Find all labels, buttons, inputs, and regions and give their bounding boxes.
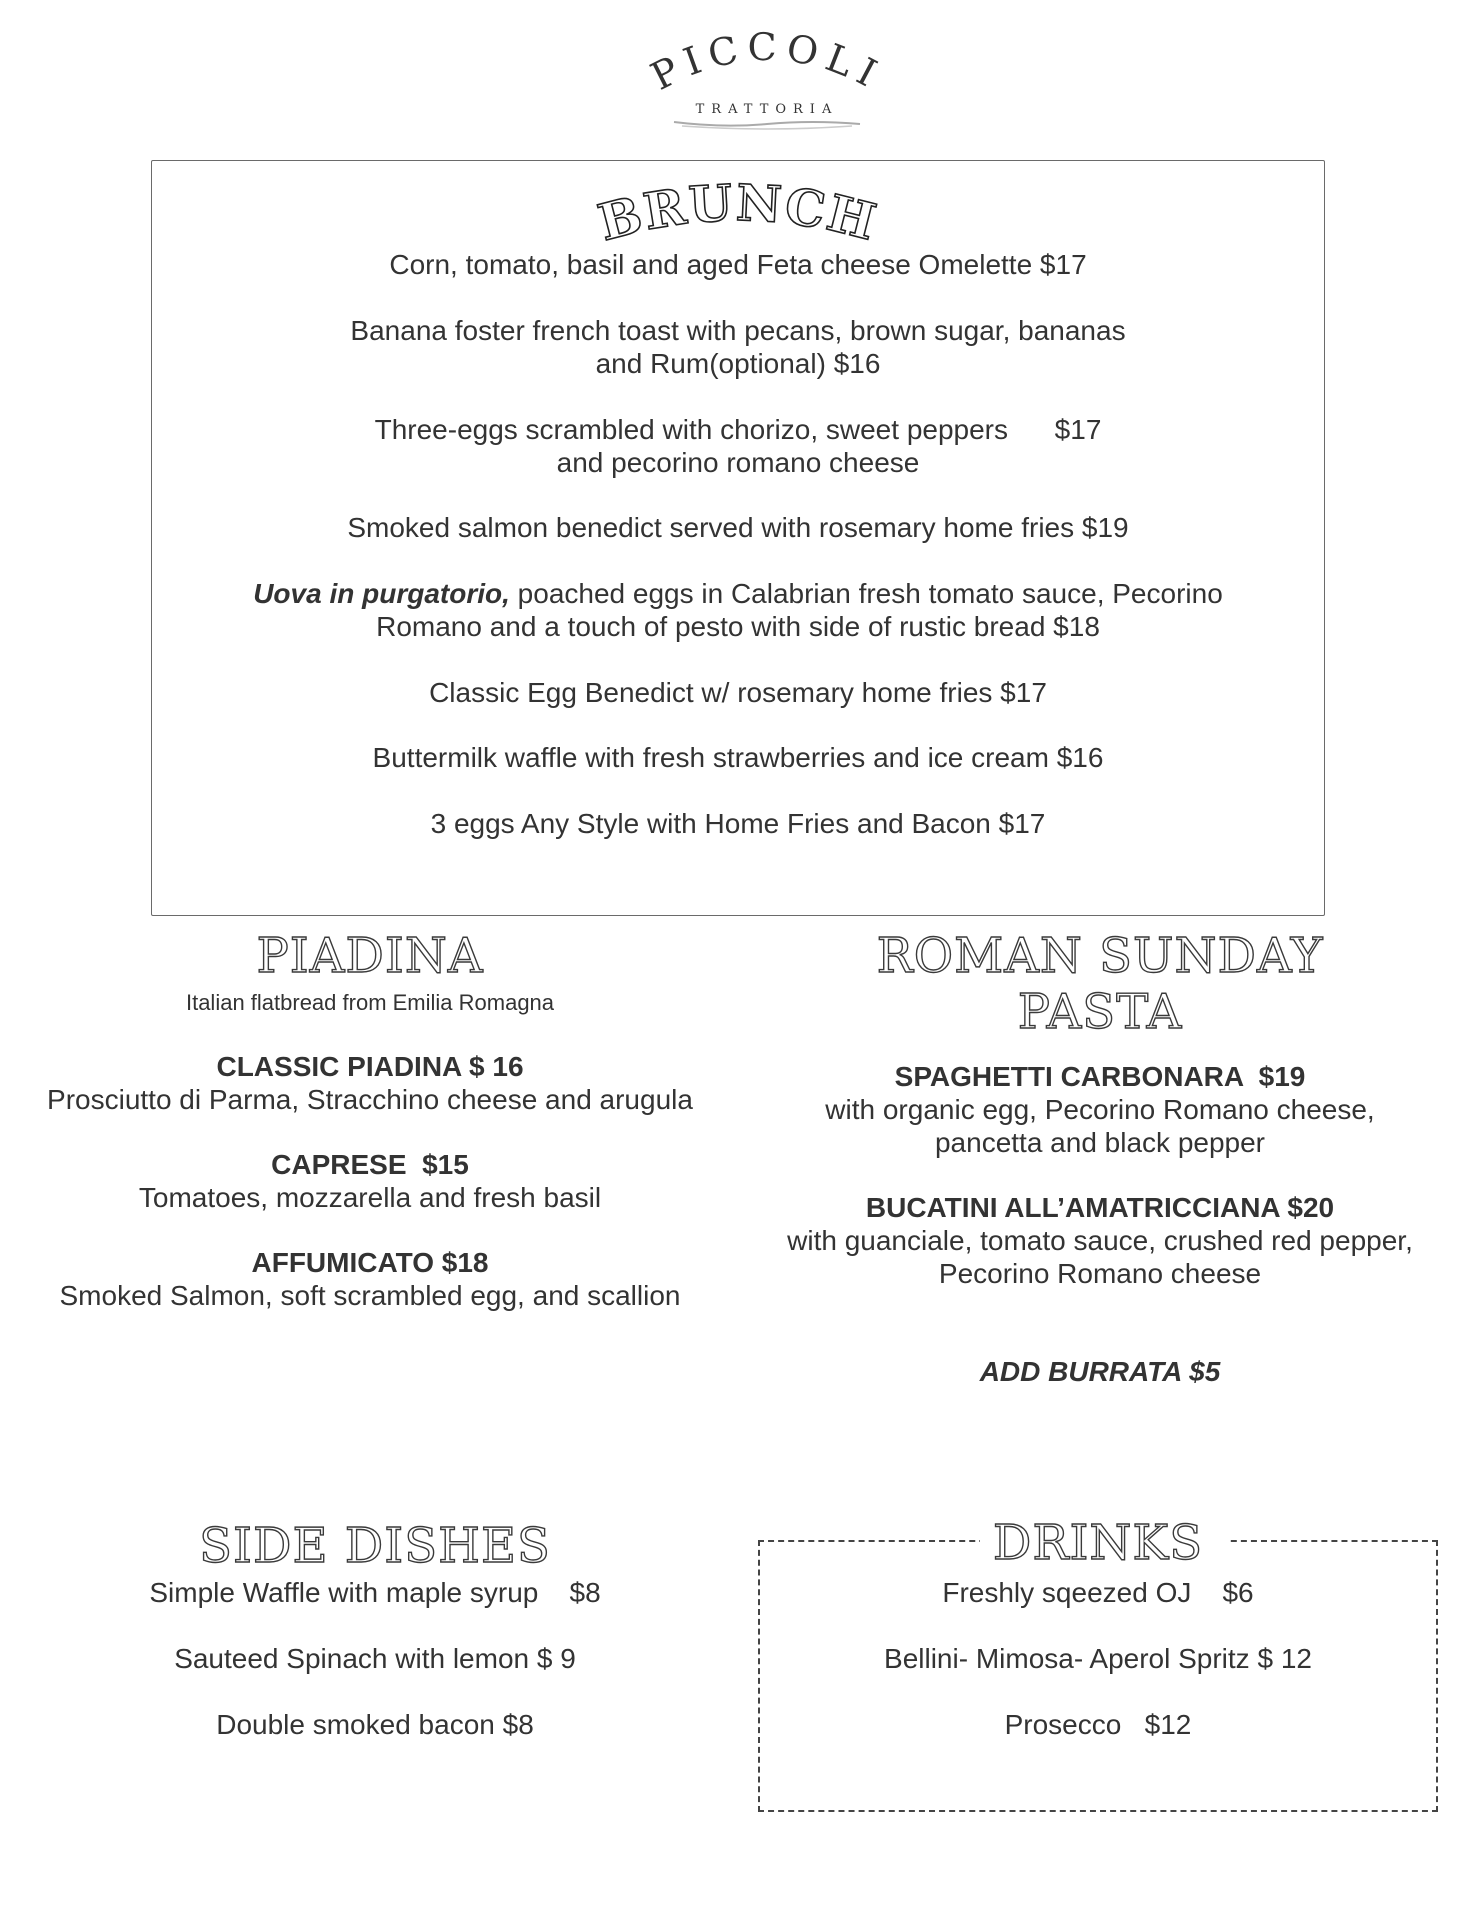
pasta-heading-line1: ROMAN SUNDAY: [876, 928, 1324, 984]
brunch-item-scrambled-line2: and pecorino romano cheese: [556, 447, 920, 478]
piadina-heading: PIADINA: [256, 928, 484, 984]
sides-item-waffle: Simple Waffle with maple syrup $8: [149, 1577, 601, 1608]
pasta-item-carbonara-desc-line2: pancetta and black pepper: [934, 1127, 1266, 1158]
brunch-item-uova-desc: poached eggs in Calabrian fresh tomato sauce, Pecorino: [509, 578, 1223, 609]
brunch-item-uova-line1: [152, 577, 1324, 610]
sides-heading: SIDE DISHES: [199, 1518, 551, 1574]
restaurant-logo: [642, 20, 892, 145]
logo-graphic: [642, 20, 892, 145]
brunch-item-three-eggs: 3 eggs Any Style with Home Fries and Bacon $17: [430, 808, 1046, 839]
logo-underline-shadow: [682, 126, 852, 129]
pasta-item-bucatini-name: BUCATINI ALL’AMATRICCIANA $20: [865, 1192, 1335, 1223]
drinks-item-prosecco: Prosecco $12: [1004, 1709, 1192, 1740]
brunch-item-french-toast-line1: Banana foster french toast with pecans, brown sugar, bananas: [350, 315, 1126, 346]
brunch-item-omelette: Corn, tomato, basil and aged Feta cheese Omelette $17: [389, 249, 1087, 280]
piadina-item-affumicato-name: AFFUMICATO $18: [251, 1247, 489, 1278]
drinks-heading: DRINKS: [992, 1515, 1204, 1571]
brunch-item-waffle: Buttermilk waffle with fresh strawberries and ice cream $16: [372, 742, 1104, 773]
brunch-item-salmon-benedict: Smoked salmon benedict served with rosemary home fries $19: [347, 512, 1129, 543]
sides-item-spinach: Sauteed Spinach with lemon $ 9: [174, 1643, 576, 1674]
pasta-item-carbonara-name: SPAGHETTI CARBONARA $19: [894, 1061, 1306, 1092]
piadina-subtitle: Italian flatbread from Emilia Romagna: [185, 990, 555, 1015]
pasta-item-bucatini-desc-line1: with guanciale, tomato sauce, crushed red pepper,: [787, 1225, 1413, 1256]
pasta-item-carbonara-desc-line1: with organic egg, Pecorino Romano cheese,: [825, 1094, 1375, 1125]
logo-underline: [674, 122, 860, 126]
piadina-item-caprese-desc: Tomatoes, mozzarella and fresh basil: [138, 1182, 602, 1213]
logo-name: PICCOLI: [643, 24, 891, 99]
brunch-section: [151, 160, 1325, 916]
pasta-item-bucatini-desc-line2: Pecorino Romano cheese: [938, 1258, 1262, 1289]
brunch-item-scrambled-line1: Three-eggs scrambled with chorizo, sweet peppers $17: [374, 414, 1102, 445]
sides-item-bacon: Double smoked bacon $8: [216, 1709, 534, 1740]
brunch-title: BRUNCH: [592, 173, 884, 253]
drinks-item-oj: Freshly sqeezed OJ $6: [942, 1577, 1254, 1608]
brunch-item-uova-line2: Romano and a touch of pesto with side of rustic bread $18: [376, 611, 1100, 642]
piadina-item-affumicato-desc: Smoked Salmon, soft scrambled egg, and scallion: [59, 1280, 681, 1311]
piadina-item-caprese-name: CAPRESE $15: [271, 1149, 469, 1180]
brunch-item-egg-benedict: Classic Egg Benedict w/ rosemary home fries $17: [429, 677, 1047, 708]
drinks-item-cocktails: Bellini- Mimosa- Aperol Spritz $ 12: [884, 1643, 1312, 1674]
piadina-item-classic-name: CLASSIC PIADINA $ 16: [216, 1051, 524, 1082]
brunch-item-uova-name: Uova in purgatorio,: [253, 578, 510, 609]
pasta-heading-line2: PASTA: [1017, 984, 1183, 1040]
piadina-item-classic-desc: Prosciutto di Parma, Stracchino cheese and arugula: [47, 1084, 693, 1115]
brunch-item-french-toast-line2: and Rum(optional) $16: [595, 348, 881, 379]
logo-tagline: TRATTORIA: [695, 102, 839, 117]
pasta-addon-burrata: ADD BURRATA $5: [979, 1356, 1221, 1387]
